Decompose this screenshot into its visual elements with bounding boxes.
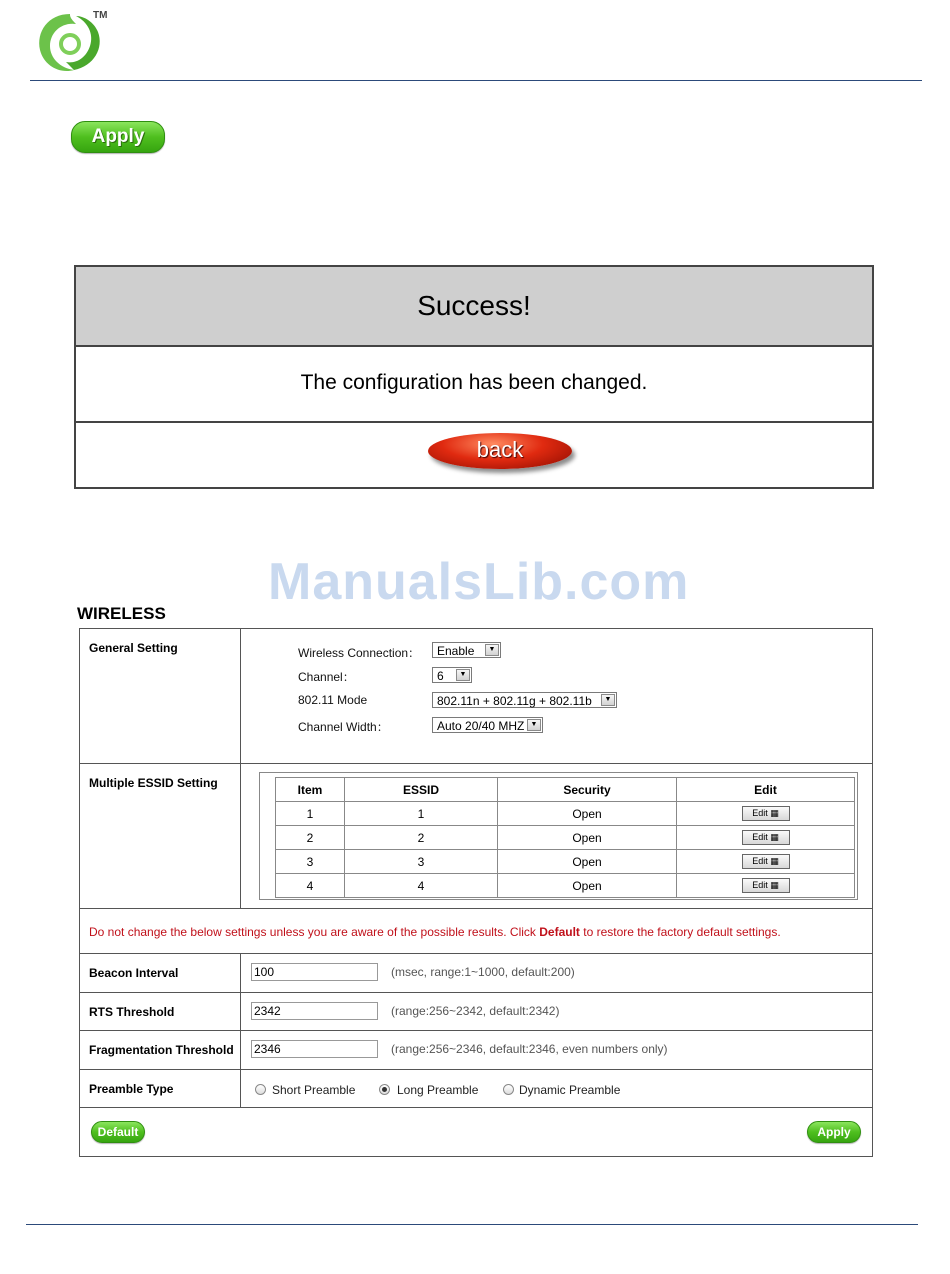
col-essid: ESSID <box>345 778 498 802</box>
back-button[interactable]: back <box>428 433 572 469</box>
mode-label: 802.11 Mode <box>298 693 368 707</box>
apply-button-large[interactable]: Apply <box>71 121 165 153</box>
essid-setting-label: Multiple ESSID Setting <box>80 764 241 908</box>
short-preamble-label: Short Preamble <box>272 1083 356 1097</box>
default-button[interactable]: Default <box>91 1121 145 1143</box>
short-preamble-radio[interactable] <box>255 1084 266 1095</box>
mode-select[interactable]: 802.11n + 802.11g + 802.11b ▼ <box>432 692 617 708</box>
frag-row <box>80 1031 872 1070</box>
preamble-row <box>80 1070 872 1108</box>
edit-button[interactable]: Edit ▦ <box>742 830 790 845</box>
channel-label: Channel： <box>298 670 355 684</box>
table-row: 4 4 Open Edit ▦ <box>276 874 855 898</box>
warning-row <box>80 909 872 954</box>
col-item: Item <box>276 778 345 802</box>
frag-hint: (range:256~2346, default:2346, even numbers only) <box>391 1042 668 1056</box>
success-title: Success! <box>76 267 872 347</box>
grid-icon: ▦ <box>770 808 779 819</box>
watermark: ManualsLib.com <box>268 553 690 611</box>
apply-button[interactable]: Apply <box>807 1121 861 1143</box>
chevron-down-icon: ▼ <box>527 719 541 731</box>
long-preamble-label: Long Preamble <box>397 1083 479 1097</box>
beacon-row <box>80 954 872 993</box>
warning-text: Do not change the below settings unless you are aware of the possible results. Click Default to restore the factory default settings. <box>89 925 781 939</box>
success-message: The configuration has been changed. <box>76 345 872 423</box>
beacon-hint: (msec, range:1~1000, default:200) <box>391 965 575 979</box>
frag-input[interactable]: 2346 <box>251 1040 378 1058</box>
beacon-input[interactable]: 100 <box>251 963 378 981</box>
edit-button[interactable]: Edit ▦ <box>742 806 790 821</box>
col-security: Security <box>498 778 677 802</box>
preamble-label: Preamble Type <box>80 1070 241 1107</box>
wireless-connection-select[interactable]: Enable ▼ <box>432 642 501 658</box>
general-setting-row <box>80 629 872 764</box>
edit-button[interactable]: Edit ▦ <box>742 854 790 869</box>
rts-row <box>80 993 872 1031</box>
grid-icon: ▦ <box>770 880 779 891</box>
table-row: 2 2 Open Edit ▦ <box>276 826 855 850</box>
section-title: WIRELESS <box>77 604 166 623</box>
trademark-mark: TM <box>93 10 108 21</box>
essid-table <box>275 777 855 898</box>
beacon-label: Beacon Interval <box>80 954 241 992</box>
header-divider <box>30 80 922 81</box>
chevron-down-icon: ▼ <box>456 669 470 681</box>
general-setting-label: General Setting <box>80 629 241 763</box>
wireless-connection-label: Wireless Connection： <box>298 646 421 660</box>
wireless-settings-panel <box>79 628 873 1157</box>
grid-icon: ▦ <box>770 832 779 843</box>
col-edit: Edit <box>677 778 855 802</box>
footer-divider <box>26 1224 918 1225</box>
essid-setting-row <box>80 764 872 909</box>
long-preamble-radio[interactable] <box>379 1084 390 1095</box>
chevron-down-icon: ▼ <box>601 694 615 706</box>
table-row: 1 1 Open Edit ▦ <box>276 802 855 826</box>
rts-label: RTS Threshold <box>80 993 241 1030</box>
dynamic-preamble-radio[interactable] <box>503 1084 514 1095</box>
channel-width-select[interactable]: Auto 20/40 MHZ ▼ <box>432 717 543 733</box>
edit-button[interactable]: Edit ▦ <box>742 878 790 893</box>
table-row: 3 3 Open Edit ▦ <box>276 850 855 874</box>
success-dialog <box>74 265 874 489</box>
dynamic-preamble-label: Dynamic Preamble <box>519 1083 621 1097</box>
chevron-down-icon: ▼ <box>485 644 499 656</box>
frag-label: Fragmentation Threshold <box>80 1031 241 1069</box>
grid-icon: ▦ <box>770 856 779 867</box>
channel-select[interactable]: 6 ▼ <box>432 667 472 683</box>
rts-hint: (range:256~2342, default:2342) <box>391 1004 560 1018</box>
channel-width-label: Channel Width： <box>298 720 389 734</box>
rts-input[interactable]: 2342 <box>251 1002 378 1020</box>
essid-table-frame <box>259 772 858 900</box>
back-row <box>76 421 872 487</box>
essid-header-row <box>276 778 855 802</box>
